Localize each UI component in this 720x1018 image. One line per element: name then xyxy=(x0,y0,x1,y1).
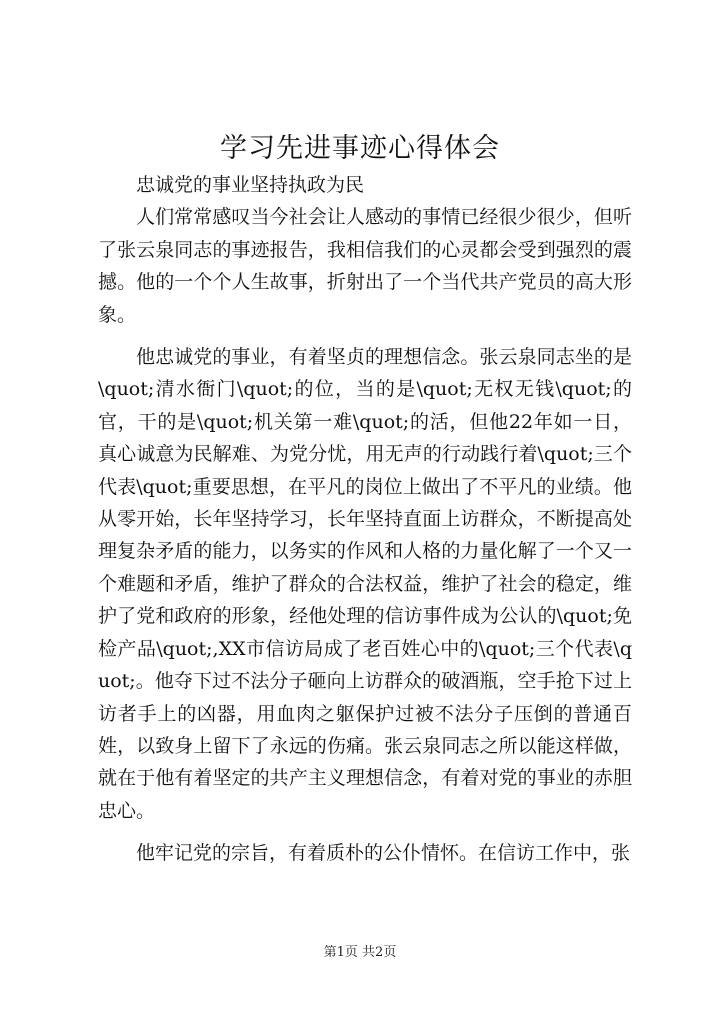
paragraph-3: 他牢记党的宗旨，有着质朴的公仆情怀。在信访工作中，张 xyxy=(136,842,631,865)
paragraph-1: 人们常常感叹当今社会让人感动的事情已经很少很少，但听了张云泉同志的事迹报告，我相信我们的心灵都会受到强烈的震撼。他的一个个人生故事，折射出了一个当代共产党员的高大形象。 xyxy=(98,206,632,326)
document-body xyxy=(98,169,632,880)
page-footer: 第1页 共2页 xyxy=(323,945,397,960)
document-title: 学习先进事迹心得体会 xyxy=(220,133,500,164)
document-subtitle: 忠诚党的事业坚持执政为民 xyxy=(136,174,365,196)
paragraph-2: 他忠诚党的事业，有着坚贞的理想信念。张云泉同志坐的是\quot;清水衙门\quot;的位，当的是\quot;无权无钱\quot;的官，干的是\quot;机关第一难\quot;的活，但他22年如一日，真心诚意为民解难、为党分忧，用无声的行动践行着\quot;三个代表\quot;重要思想，在平凡的岗位上做出了不平凡的业绩。他从零开始，长年坚持学习，长年坚持直面上访群众，不断提高处理复杂矛盾的能力，以务实的作风和人格的力量化解了一个又一个难题和矛盾，维护了群众的合法权益，维护了社会的稳定，维护了党和政府的形象，经他处理的信访事件成为公认的\quot;免检产品\quot;,XX市信访局成了老百姓心中的\quot;三个代表\quot;。他夺下过不法分子砸向上访群众的破酒瓶，空手抢下过上访者手上的凶器，用血肉之躯保护过被不法分子压倒的普通百姓，以致身上留下了永远的伤痛。张云泉同志之所以能这样做，就在于他有着坚定的共产主义理想信念，有着对党的事业的赤胆忠心。 xyxy=(98,346,632,822)
